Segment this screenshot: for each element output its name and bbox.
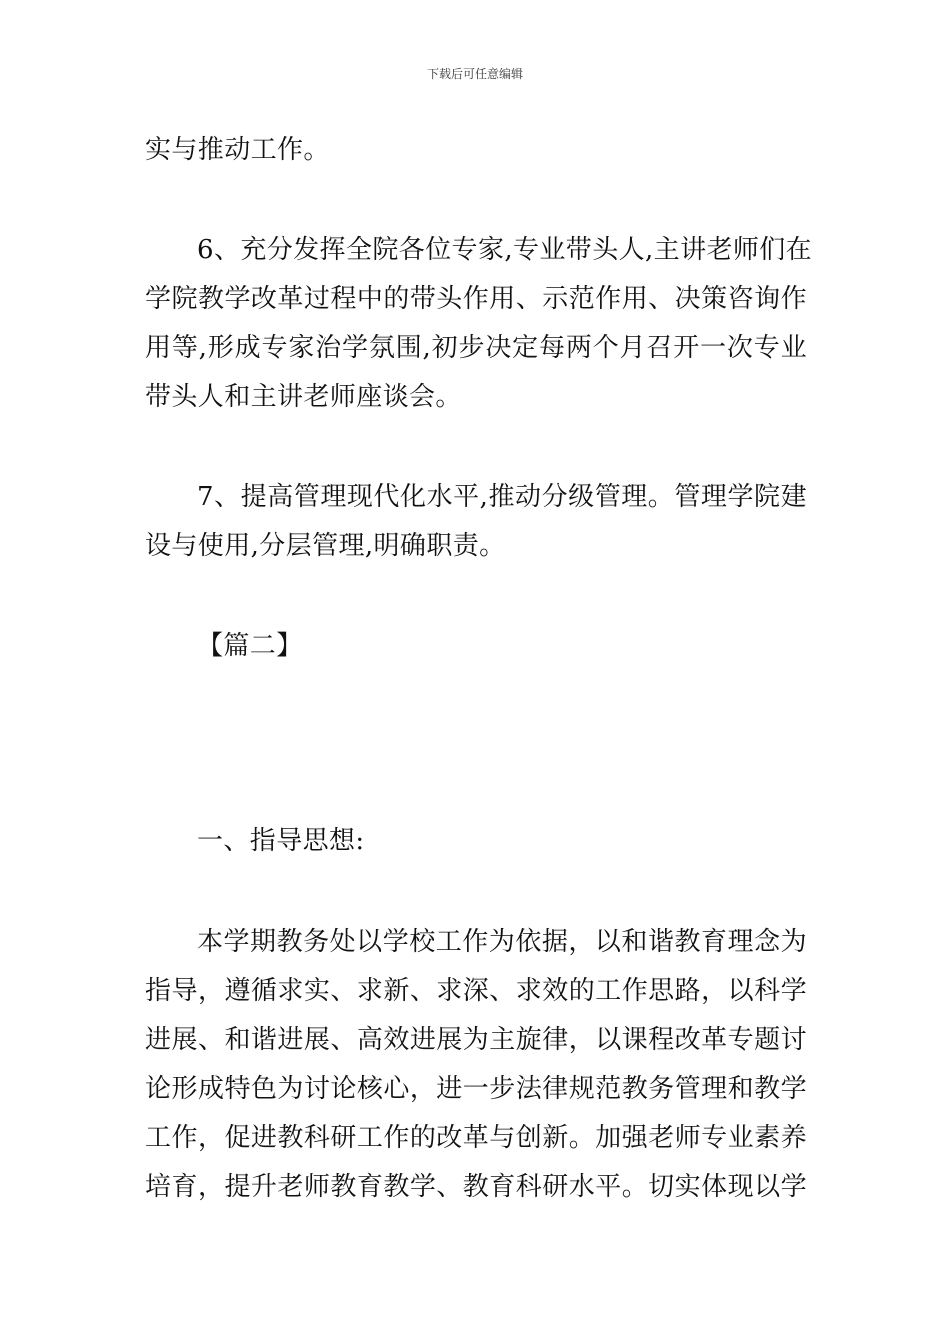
paragraph-item-6 [145,226,813,422]
paragraph-gap [145,422,807,473]
paragraph-line: 带头人和主讲老师座谈会。 [145,382,462,412]
section-heading: 一、指导思想: [197,826,365,856]
paragraph-line: 工作，促进教科研工作的改革与创新。加强老师专业素养 [145,1123,807,1153]
paragraph-line: 进展、和谐进展、高效进展为主旋律，以课程改革专题讨 [145,1025,807,1055]
paragraph-line: 指导，遵循求实、求新、求深、求效的工作思路，以科学 [145,976,807,1006]
paragraph-line: 6、充分发挥全院各位专家,专业带头人,主讲老师们在 [197,235,813,265]
section-gap [145,671,807,817]
paragraph-line: 学院教学改革过程中的带头作用、示范作用、决策咨询作 [145,284,807,314]
paragraph-line: 培育，提升老师教育教学、教育科研水平。切实体现以学 [145,1172,807,1202]
paragraph-line: 本学期教务处以学校工作为依据，以和谐教育理念为 [197,927,807,957]
paragraph-gap [145,866,807,918]
body-paragraph [145,918,807,1212]
page-header: 下载后可任意编辑 [426,67,523,81]
paragraph-line: 设与使用,分层管理,明确职责。 [145,531,506,561]
paragraph-gap [145,175,807,226]
paragraph-line: 论形成特色为讨论核心，进一步法律规范教务管理和教学 [145,1074,807,1104]
paragraph-gap [145,571,807,622]
section-title: 【篇二】 [197,631,303,661]
paragraph-line: 用等,形成专家治学氛围,初步决定每两个月召开一次专业 [145,333,807,363]
paragraph-line: 实与推动工作。 [145,135,330,165]
paragraph-item-7 [145,473,807,571]
document-body [145,126,813,1212]
paragraph-line: 7、提高管理现代化水平,推动分级管理。管理学院建 [197,482,807,512]
